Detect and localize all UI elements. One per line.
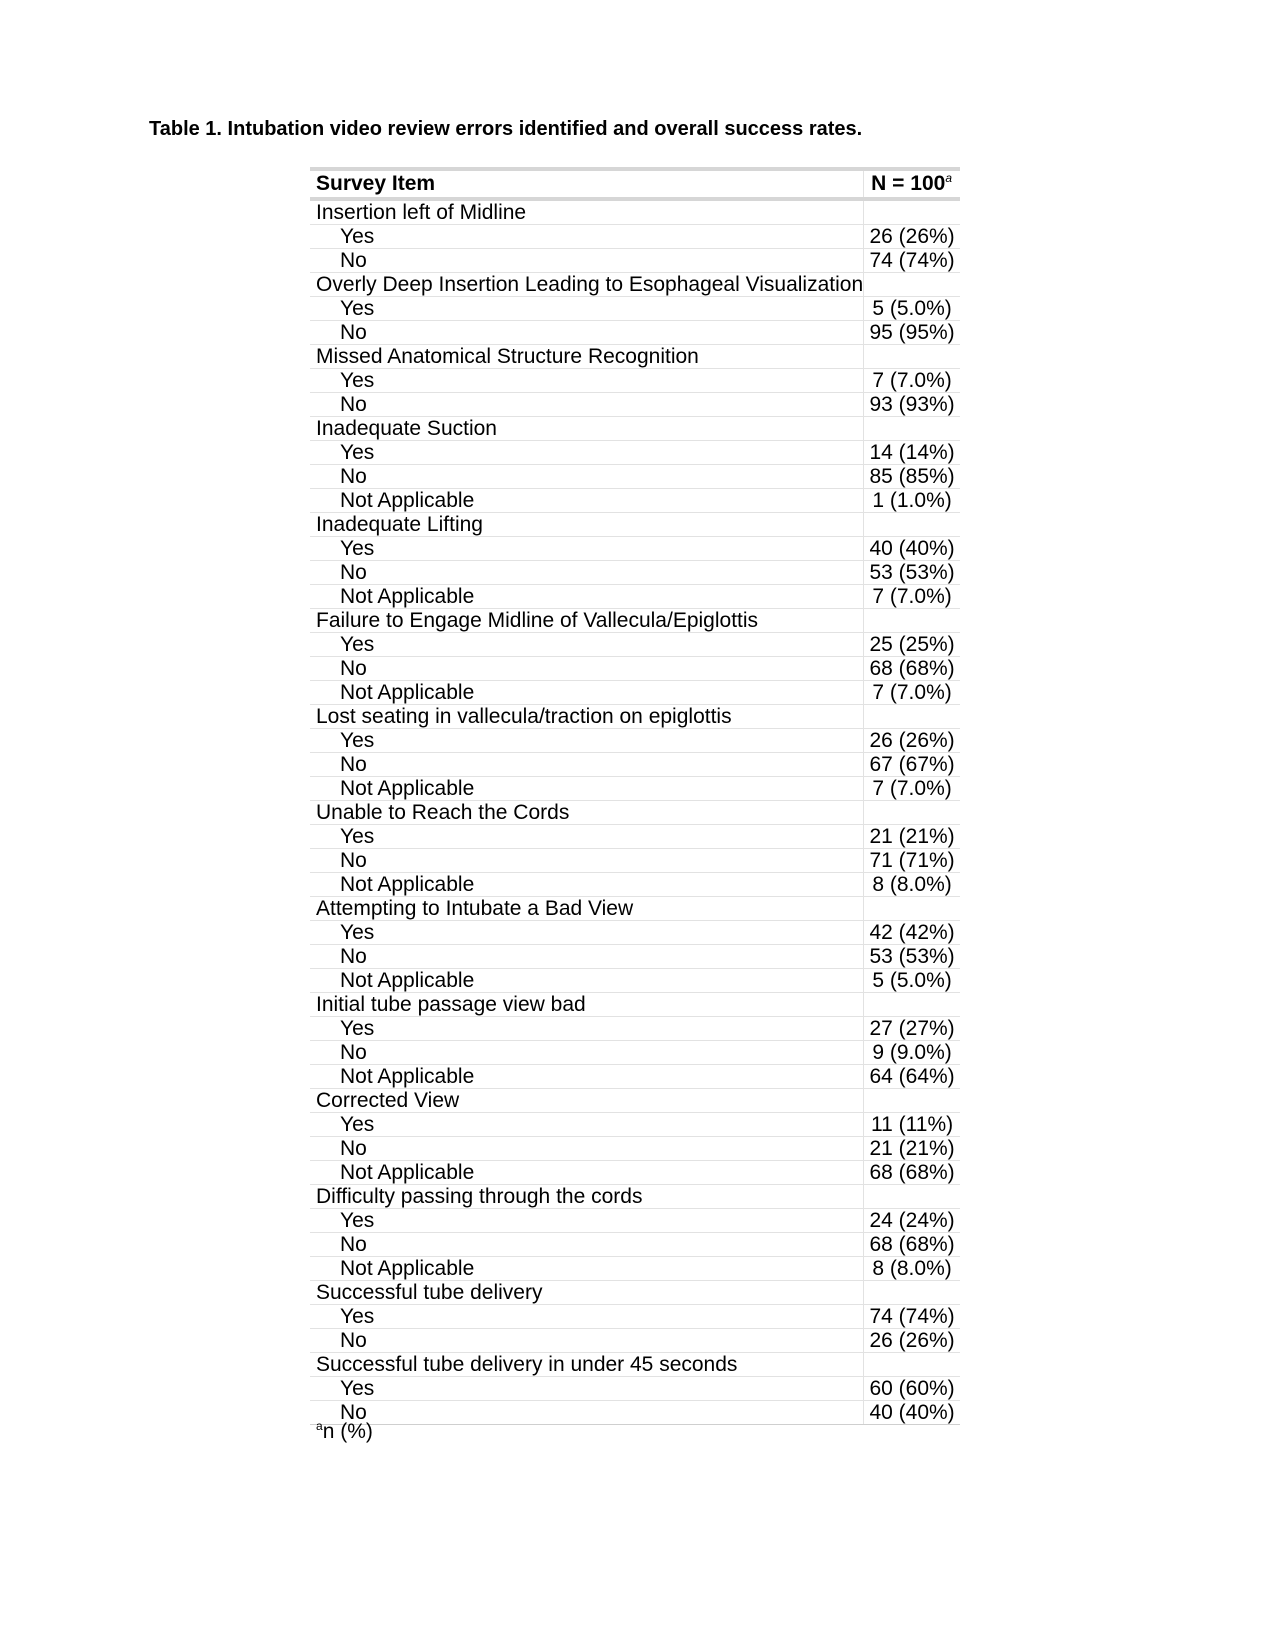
response-label: Not Applicable bbox=[310, 681, 864, 705]
section-label: Inadequate Suction bbox=[310, 417, 864, 441]
response-label: Yes bbox=[310, 225, 864, 249]
response-label: No bbox=[310, 1401, 864, 1425]
table-row bbox=[310, 729, 960, 753]
response-value: 64 (64%) bbox=[864, 1065, 960, 1089]
table-row bbox=[310, 753, 960, 777]
response-value: 7 (7.0%) bbox=[864, 585, 960, 609]
response-label: No bbox=[310, 393, 864, 417]
section-value-empty bbox=[864, 273, 960, 297]
response-label: No bbox=[310, 1233, 864, 1257]
table-row bbox=[310, 1065, 960, 1089]
response-value: 1 (1.0%) bbox=[864, 489, 960, 513]
response-value: 21 (21%) bbox=[864, 825, 960, 849]
response-value: 68 (68%) bbox=[864, 657, 960, 681]
response-label: Yes bbox=[310, 369, 864, 393]
response-value: 53 (53%) bbox=[864, 945, 960, 969]
table-body bbox=[310, 169, 960, 1425]
response-label: Yes bbox=[310, 441, 864, 465]
table-row bbox=[310, 537, 960, 561]
response-label: No bbox=[310, 321, 864, 345]
section-row bbox=[310, 705, 960, 729]
table-row bbox=[310, 585, 960, 609]
section-row bbox=[310, 1281, 960, 1305]
section-value-empty bbox=[864, 801, 960, 825]
response-value: 74 (74%) bbox=[864, 1305, 960, 1329]
table-row bbox=[310, 1209, 960, 1233]
response-value: 7 (7.0%) bbox=[864, 777, 960, 801]
section-row bbox=[310, 1185, 960, 1209]
table-row bbox=[310, 225, 960, 249]
table-row bbox=[310, 1329, 960, 1353]
results-table bbox=[310, 167, 960, 1425]
response-value: 8 (8.0%) bbox=[864, 873, 960, 897]
table-row bbox=[310, 1017, 960, 1041]
header-n bbox=[864, 169, 960, 199]
table-row bbox=[310, 921, 960, 945]
response-label: No bbox=[310, 657, 864, 681]
section-row bbox=[310, 993, 960, 1017]
section-label: Attempting to Intubate a Bad View bbox=[310, 897, 864, 921]
section-value-empty bbox=[864, 199, 960, 225]
section-label: Insertion left of Midline bbox=[310, 199, 864, 225]
section-label: Inadequate Lifting bbox=[310, 513, 864, 537]
response-value: 95 (95%) bbox=[864, 321, 960, 345]
section-value-empty bbox=[864, 1089, 960, 1113]
response-value: 74 (74%) bbox=[864, 249, 960, 273]
response-label: No bbox=[310, 849, 864, 873]
table-footnote bbox=[316, 1420, 373, 1444]
response-value: 42 (42%) bbox=[864, 921, 960, 945]
table-row bbox=[310, 321, 960, 345]
section-row bbox=[310, 345, 960, 369]
section-value-empty bbox=[864, 609, 960, 633]
header-n-marker: a bbox=[945, 171, 952, 185]
response-value: 68 (68%) bbox=[864, 1161, 960, 1185]
table-row bbox=[310, 1041, 960, 1065]
section-value-empty bbox=[864, 1281, 960, 1305]
table-row bbox=[310, 945, 960, 969]
response-value: 7 (7.0%) bbox=[864, 369, 960, 393]
table-row bbox=[310, 873, 960, 897]
footnote-text: n (%) bbox=[322, 1420, 373, 1443]
response-label: Yes bbox=[310, 1377, 864, 1401]
table-row bbox=[310, 1401, 960, 1425]
table-row bbox=[310, 561, 960, 585]
table-row bbox=[310, 489, 960, 513]
response-label: No bbox=[310, 561, 864, 585]
response-value: 60 (60%) bbox=[864, 1377, 960, 1401]
response-value: 68 (68%) bbox=[864, 1233, 960, 1257]
table-row bbox=[310, 633, 960, 657]
response-label: Yes bbox=[310, 1113, 864, 1137]
section-value-empty bbox=[864, 513, 960, 537]
table-row bbox=[310, 297, 960, 321]
section-label: Lost seating in vallecula/traction on epiglottis bbox=[310, 705, 864, 729]
table-row bbox=[310, 1113, 960, 1137]
table-row bbox=[310, 249, 960, 273]
response-label: No bbox=[310, 1137, 864, 1161]
section-label: Overly Deep Insertion Leading to Esophageal Visualization bbox=[310, 273, 864, 297]
header-survey-item: Survey Item bbox=[310, 169, 864, 199]
section-value-empty bbox=[864, 897, 960, 921]
table-row bbox=[310, 1257, 960, 1281]
response-label: Yes bbox=[310, 633, 864, 657]
response-value: 67 (67%) bbox=[864, 753, 960, 777]
section-label: Failure to Engage Midline of Vallecula/Epiglottis bbox=[310, 609, 864, 633]
table-row bbox=[310, 465, 960, 489]
response-label: Yes bbox=[310, 729, 864, 753]
response-value: 11 (11%) bbox=[864, 1113, 960, 1137]
response-label: Yes bbox=[310, 825, 864, 849]
section-value-empty bbox=[864, 345, 960, 369]
section-label: Unable to Reach the Cords bbox=[310, 801, 864, 825]
response-label: Not Applicable bbox=[310, 489, 864, 513]
response-label: Yes bbox=[310, 297, 864, 321]
section-row bbox=[310, 273, 960, 297]
response-value: 24 (24%) bbox=[864, 1209, 960, 1233]
table-row bbox=[310, 1233, 960, 1257]
table-row bbox=[310, 849, 960, 873]
table-header-row bbox=[310, 169, 960, 199]
section-value-empty bbox=[864, 705, 960, 729]
section-label: Successful tube delivery bbox=[310, 1281, 864, 1305]
table-row bbox=[310, 393, 960, 417]
section-row bbox=[310, 513, 960, 537]
response-value: 40 (40%) bbox=[864, 537, 960, 561]
response-value: 71 (71%) bbox=[864, 849, 960, 873]
response-label: Yes bbox=[310, 537, 864, 561]
section-value-empty bbox=[864, 1185, 960, 1209]
table-row bbox=[310, 441, 960, 465]
section-row bbox=[310, 1353, 960, 1377]
response-label: Not Applicable bbox=[310, 1065, 864, 1089]
response-label: Not Applicable bbox=[310, 585, 864, 609]
response-value: 21 (21%) bbox=[864, 1137, 960, 1161]
response-label: Yes bbox=[310, 1305, 864, 1329]
response-value: 53 (53%) bbox=[864, 561, 960, 585]
response-value: 26 (26%) bbox=[864, 729, 960, 753]
response-label: Not Applicable bbox=[310, 969, 864, 993]
section-label: Difficulty passing through the cords bbox=[310, 1185, 864, 1209]
section-value-empty bbox=[864, 993, 960, 1017]
response-value: 5 (5.0%) bbox=[864, 297, 960, 321]
response-value: 40 (40%) bbox=[864, 1401, 960, 1425]
section-value-empty bbox=[864, 417, 960, 441]
table-row bbox=[310, 657, 960, 681]
response-value: 85 (85%) bbox=[864, 465, 960, 489]
response-label: Yes bbox=[310, 921, 864, 945]
table-row bbox=[310, 825, 960, 849]
section-row bbox=[310, 199, 960, 225]
response-value: 5 (5.0%) bbox=[864, 969, 960, 993]
response-label: Yes bbox=[310, 1209, 864, 1233]
response-label: Not Applicable bbox=[310, 777, 864, 801]
table-row bbox=[310, 777, 960, 801]
response-label: Not Applicable bbox=[310, 1257, 864, 1281]
table-row bbox=[310, 969, 960, 993]
response-value: 26 (26%) bbox=[864, 225, 960, 249]
response-value: 27 (27%) bbox=[864, 1017, 960, 1041]
response-value: 25 (25%) bbox=[864, 633, 960, 657]
section-label: Corrected View bbox=[310, 1089, 864, 1113]
response-label: No bbox=[310, 945, 864, 969]
table-row bbox=[310, 1161, 960, 1185]
section-value-empty bbox=[864, 1353, 960, 1377]
response-label: No bbox=[310, 249, 864, 273]
table-row bbox=[310, 1305, 960, 1329]
response-label: Yes bbox=[310, 1017, 864, 1041]
response-value: 93 (93%) bbox=[864, 393, 960, 417]
response-label: No bbox=[310, 753, 864, 777]
response-value: 8 (8.0%) bbox=[864, 1257, 960, 1281]
section-row bbox=[310, 1089, 960, 1113]
table-row bbox=[310, 681, 960, 705]
table-row bbox=[310, 1377, 960, 1401]
response-value: 26 (26%) bbox=[864, 1329, 960, 1353]
section-label: Initial tube passage view bad bbox=[310, 993, 864, 1017]
response-label: Not Applicable bbox=[310, 873, 864, 897]
response-label: No bbox=[310, 1041, 864, 1065]
response-value: 9 (9.0%) bbox=[864, 1041, 960, 1065]
table-row bbox=[310, 369, 960, 393]
response-value: 14 (14%) bbox=[864, 441, 960, 465]
response-label: Not Applicable bbox=[310, 1161, 864, 1185]
table-title: Table 1. Intubation video review errors identified and overall success rates. bbox=[149, 118, 863, 140]
footnote-marker: a bbox=[316, 1419, 323, 1433]
response-label: No bbox=[310, 1329, 864, 1353]
section-label: Successful tube delivery in under 45 seconds bbox=[310, 1353, 864, 1377]
section-row bbox=[310, 609, 960, 633]
section-row bbox=[310, 801, 960, 825]
response-value: 7 (7.0%) bbox=[864, 681, 960, 705]
section-row bbox=[310, 417, 960, 441]
section-label: Missed Anatomical Structure Recognition bbox=[310, 345, 864, 369]
response-label: No bbox=[310, 465, 864, 489]
table-row bbox=[310, 1137, 960, 1161]
header-n-label: N = 100 bbox=[871, 172, 946, 195]
section-row bbox=[310, 897, 960, 921]
